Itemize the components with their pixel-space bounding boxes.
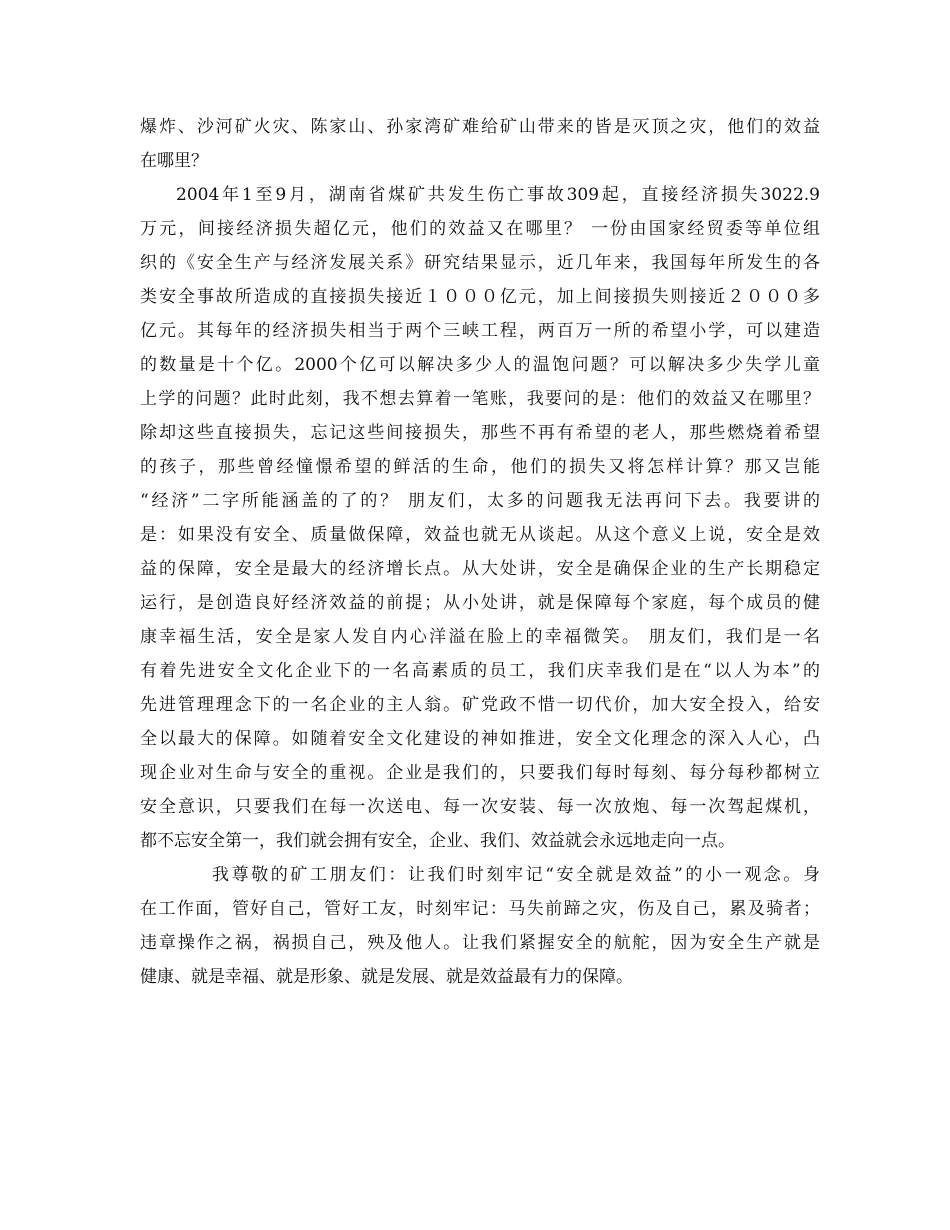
text-line: 健康、就是幸福、就是形象、就是发展、就是效益最有力的保障。 xyxy=(140,967,633,987)
text-line: 的数量是十个亿。2000个亿可以解决多少人的温饱问题？可以解决多少失学儿童 xyxy=(140,355,820,375)
text-line: 在哪里？ xyxy=(140,151,208,171)
text-line: 除却这些直接损失，忘记这些间接损失，那些不再有希望的老人，那些燃烧着希望 xyxy=(140,423,820,443)
text-line: 织的《安全生产与经济发展关系》研究结果显示，近几年来，我国每年所发生的各 xyxy=(140,253,820,273)
text-line: 先进管理理念下的一名企业的主人翁。矿党政不惜一切代价，加大安全投入，给安 xyxy=(140,695,820,715)
text-line: 爆炸、沙河矿火灾、陈家山、孙家湾矿难给矿山带来的皆是灭顶之灾，他们的效益 xyxy=(140,117,820,137)
text-line: 是：如果没有安全、质量做保障，效益也就无从谈起。从这个意义上说，安全是效 xyxy=(140,525,820,545)
text-line: 违章操作之祸，祸损自己，殃及他人。让我们紧握安全的航舵，因为安全生产就是 xyxy=(140,933,820,953)
paragraph-start-line: 2004年1至9月，湖南省煤矿共发生伤亡事故309起，直接经济损失3022.9 xyxy=(176,185,820,205)
text-line: 亿元。其每年的经济损失相当于两个三峡工程，两百万一所的希望小学，可以建造 xyxy=(140,321,820,341)
text-line: 在工作面，管好自己，管好工友，时刻牢记：马失前蹄之灾，伤及自己，累及骑者； xyxy=(140,899,820,919)
paragraph-start-line: 我尊敬的矿工朋友们：让我们时刻牢记“安全就是效益”的小一观念。身 xyxy=(212,865,820,885)
text-line: 益的保障，安全是最大的经济增长点。从大处讲，安全是确保企业的生产长期稳定 xyxy=(140,559,820,579)
text-line: 安全意识，只要我们在每一次送电、每一次安装、每一次放炮、每一次驾起煤机， xyxy=(140,797,820,817)
text-line: 都不忘安全第一，我们就会拥有安全，企业、我们、效益就会永远地走向一点。 xyxy=(140,831,735,851)
text-line: 运行，是创造良好经济效益的前提；从小处讲，就是保障每个家庭，每个成员的健 xyxy=(140,593,820,613)
text-line: 类安全事故所造成的直接损失接近１０００亿元，加上间接损失则接近２０００多 xyxy=(140,287,820,307)
text-line: 上学的问题？此时此刻，我不想去算着一笔账，我要问的是：他们的效益又在哪里？ xyxy=(140,389,820,409)
text-line: 全以最大的保障。如随着安全文化建设的神如推进，安全文化理念的深入人心，凸 xyxy=(140,729,820,749)
body-text xyxy=(140,110,820,994)
text-line: 万元，间接经济损失超亿元，他们的效益又在哪里？ 一份由国家经贸委等单位组 xyxy=(140,219,820,239)
text-line: 康幸福生活，安全是家人发自内心洋溢在脸上的幸福微笑。 朋友们，我们是一名 xyxy=(140,627,820,647)
text-line: 有着先进安全文化企业下的一名高素质的员工，我们庆幸我们是在“以人为本”的 xyxy=(140,661,820,681)
text-line: “经济”二字所能涵盖的了的？ 朋友们，太多的问题我无法再问下去。我要讲的 xyxy=(140,491,820,511)
text-line: 的孩子，那些曾经憧憬希望的鲜活的生命，他们的损失又将怎样计算？那又岂能 xyxy=(140,457,820,477)
text-line: 现企业对生命与安全的重视。企业是我们的，只要我们每时每刻、每分每秒都树立 xyxy=(140,763,820,783)
